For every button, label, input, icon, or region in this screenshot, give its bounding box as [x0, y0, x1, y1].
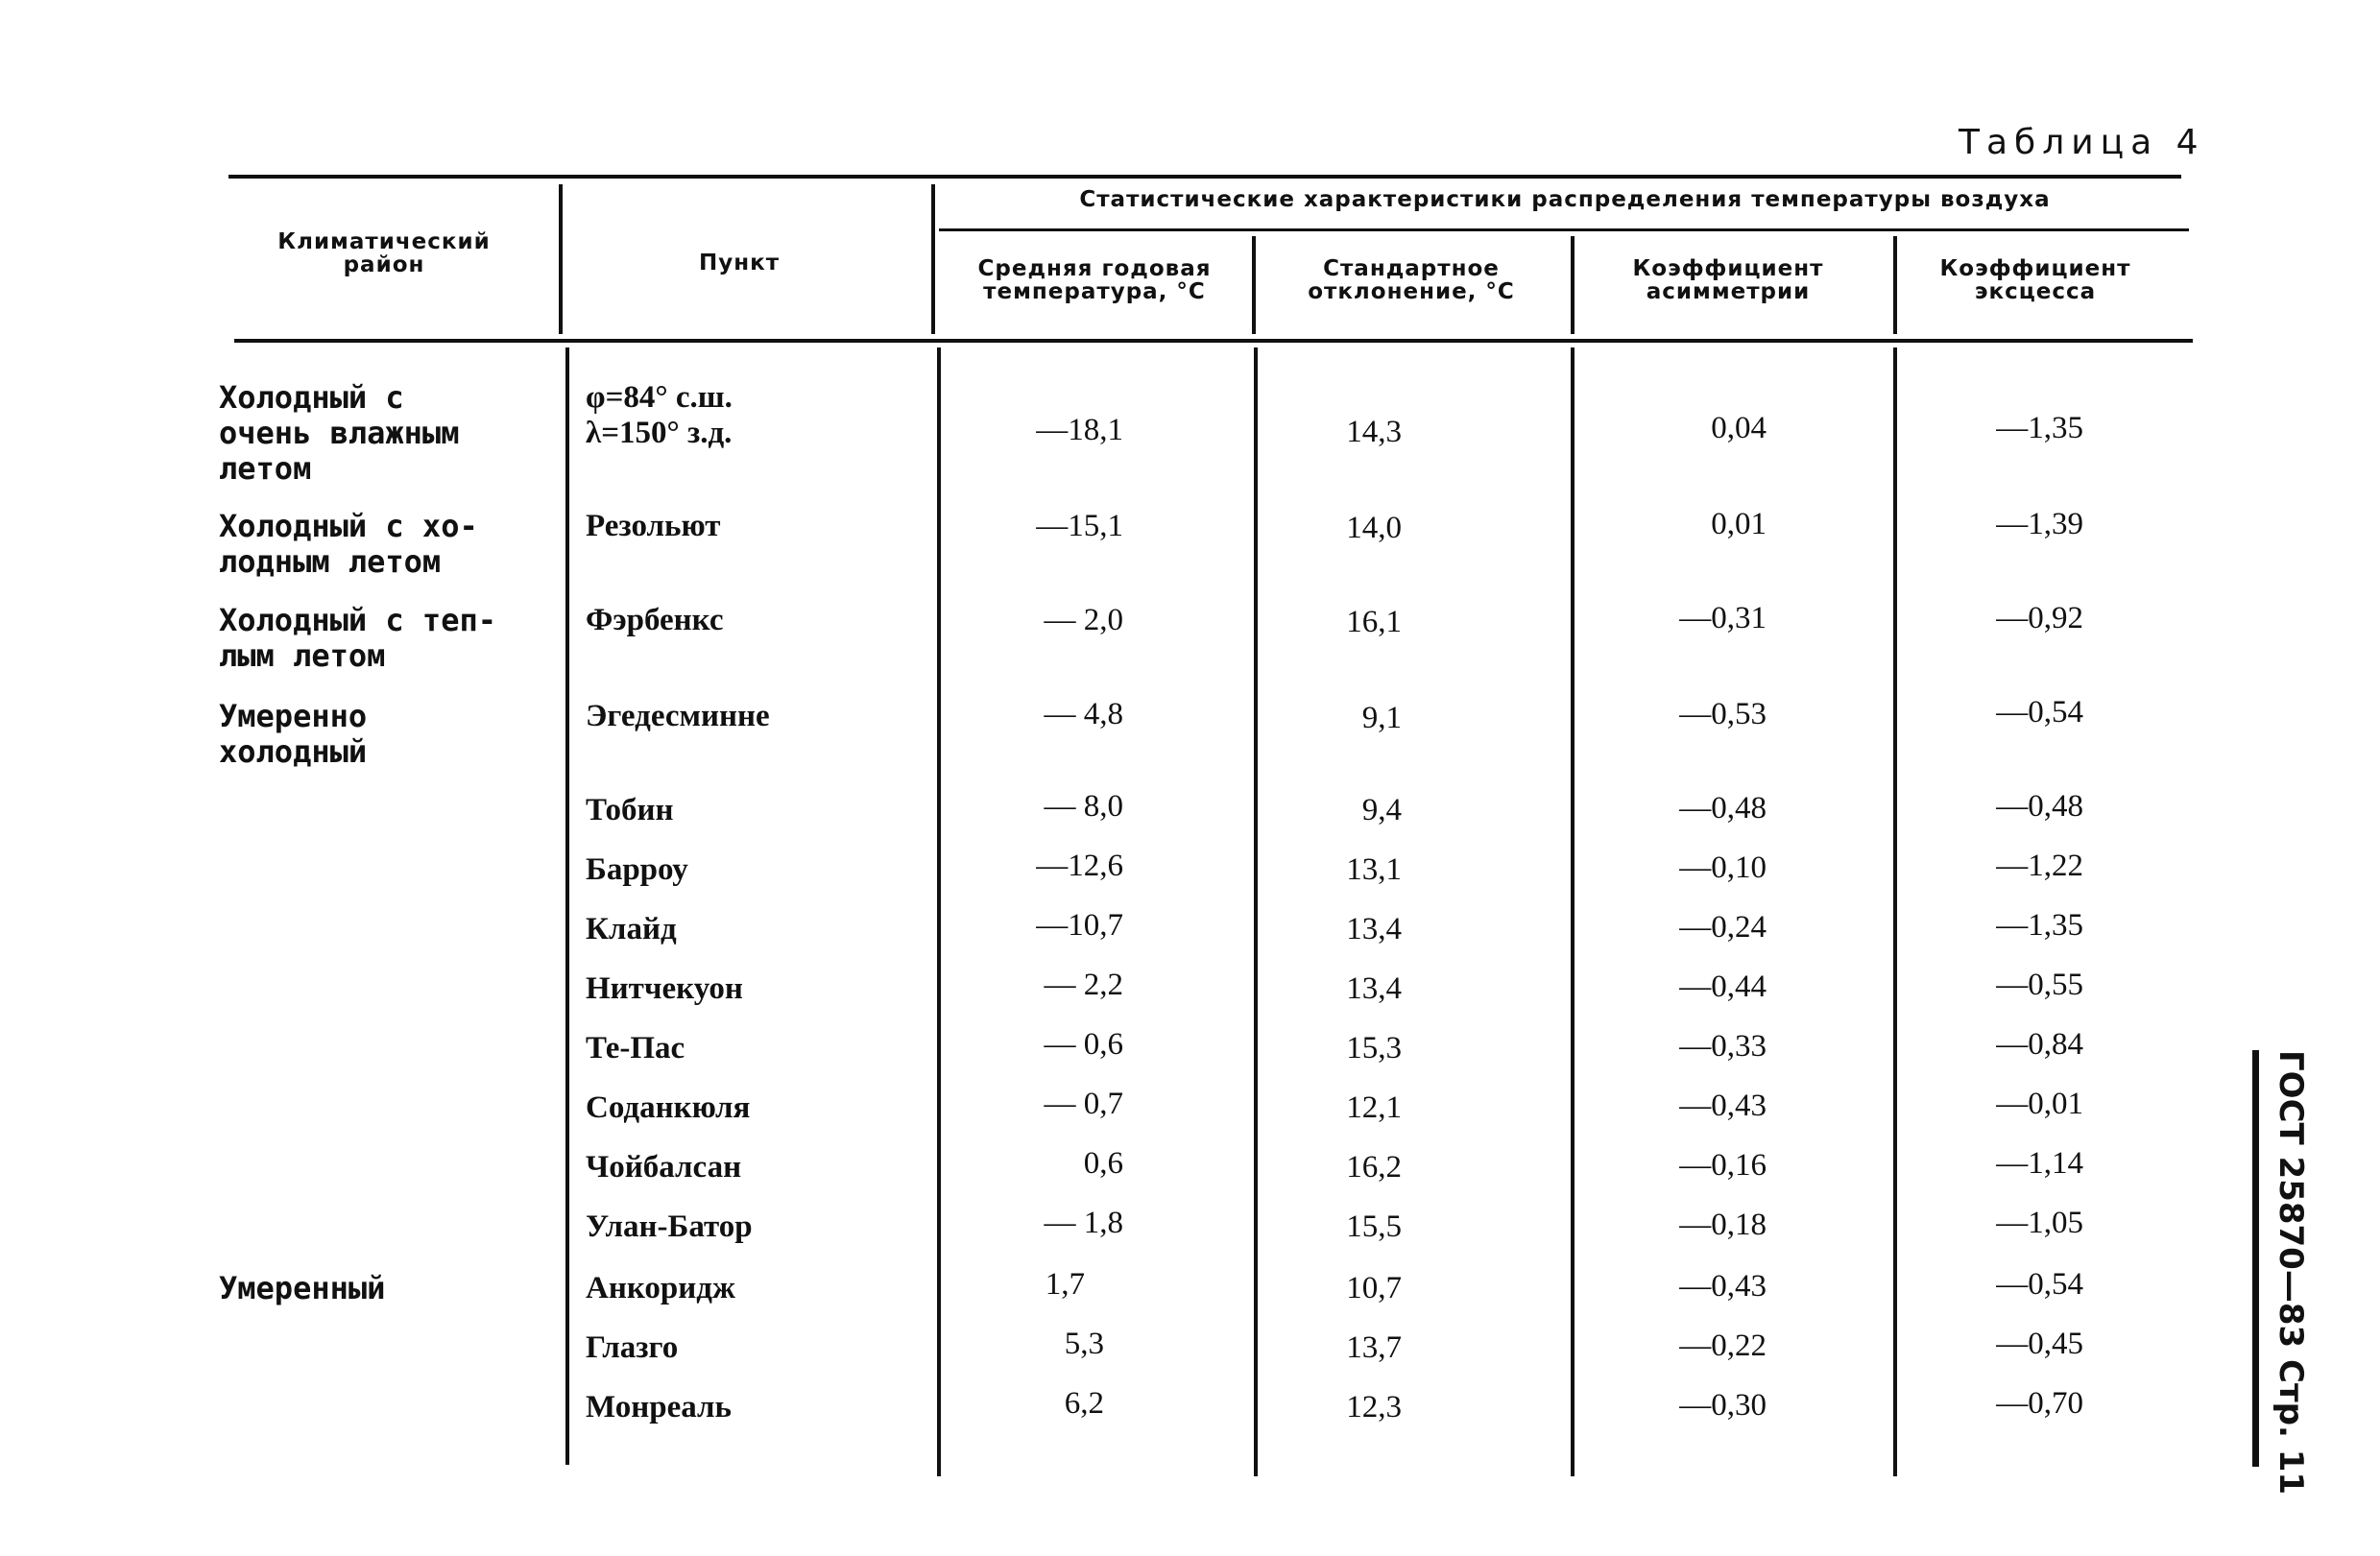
mean-cell: 5,3 — [1064, 1327, 1104, 1361]
std-cell: 12,3 — [1346, 1390, 1402, 1424]
header-skew — [1594, 257, 1863, 303]
kurt-cell: —0,48 — [1996, 789, 2083, 824]
std-cell: 12,1 — [1346, 1090, 1402, 1125]
skew-cell: —0,10 — [1679, 850, 1767, 885]
mean-cell: — 2,2 — [1044, 968, 1123, 1002]
std-cell: 13,1 — [1346, 852, 1402, 887]
header-mean — [960, 257, 1229, 303]
header-divider-std — [1571, 236, 1575, 334]
std-cell: 13,4 — [1346, 912, 1402, 946]
kurt-cell: —0,70 — [1996, 1386, 2083, 1421]
mean-cell: 1,7 — [1045, 1267, 1085, 1302]
kurt-cell: —0,54 — [1996, 695, 2083, 730]
skew-cell: —0,48 — [1679, 791, 1767, 826]
header-divider-skew — [1893, 236, 1897, 334]
header-std-label: Стандартное отклонение, °C — [1308, 256, 1515, 304]
skew-cell: —0,16 — [1679, 1148, 1767, 1183]
place-cell: Клайд — [586, 912, 677, 946]
mean-cell: — 1,8 — [1044, 1206, 1123, 1240]
region-line: Умеренно — [219, 698, 368, 734]
region-line: Умеренный — [219, 1270, 386, 1306]
region-cell — [219, 1271, 385, 1306]
header-std — [1267, 257, 1555, 303]
mean-cell: —10,7 — [1036, 908, 1123, 943]
skew-cell: —0,22 — [1679, 1329, 1767, 1363]
std-cell: 15,3 — [1346, 1031, 1402, 1065]
std-cell: 14,3 — [1346, 415, 1402, 449]
place-cell: Резольют — [586, 509, 721, 543]
skew-cell: —0,18 — [1679, 1208, 1767, 1242]
region-line: лым летом — [219, 637, 386, 674]
std-cell: 16,2 — [1346, 1150, 1402, 1185]
skew-cell: 0,01 — [1711, 507, 1767, 541]
mean-cell: —15,1 — [1036, 509, 1123, 543]
place-cell: Монреаль — [586, 1390, 732, 1424]
kurt-cell: —1,05 — [1996, 1206, 2083, 1240]
kurt-cell: —0,45 — [1996, 1327, 2083, 1361]
group-header-rule — [939, 228, 2189, 231]
skew-cell: —0,44 — [1679, 970, 1767, 1004]
region-line: летом — [219, 450, 312, 487]
std-cell: 13,4 — [1346, 971, 1402, 1006]
skew-cell: —0,24 — [1679, 910, 1767, 945]
place-cell: Нитчекуон — [586, 971, 743, 1006]
skew-cell: —0,33 — [1679, 1029, 1767, 1064]
mean-cell: — 0,6 — [1044, 1027, 1123, 1062]
place-cell: Эгедесминне — [586, 699, 770, 733]
std-cell: 15,5 — [1346, 1209, 1402, 1244]
skew-cell: —0,43 — [1679, 1089, 1767, 1123]
skew-cell: —0,30 — [1679, 1388, 1767, 1423]
top-rule — [228, 175, 2181, 179]
mean-cell: — 4,8 — [1044, 697, 1123, 731]
mean-cell: — 8,0 — [1044, 789, 1123, 824]
mean-cell: 0,6 — [1083, 1146, 1123, 1181]
region-cell — [219, 380, 459, 487]
header-divider-mean — [1252, 236, 1256, 334]
region-line: Холодный с теп- — [219, 602, 496, 638]
skew-cell: —0,43 — [1679, 1269, 1767, 1304]
region-cell — [219, 699, 367, 770]
region-line: лодным летом — [219, 543, 442, 580]
place-cell — [586, 380, 733, 451]
header-bottom-rule — [234, 339, 2193, 343]
body-divider-skew — [1893, 347, 1897, 1476]
skew-cell: 0,04 — [1711, 411, 1767, 445]
side-caption — [2252, 1050, 2320, 1496]
place-cell: Те-Пас — [586, 1031, 685, 1065]
header-divider-place — [931, 184, 935, 334]
kurt-cell: —0,54 — [1996, 1267, 2083, 1302]
body-divider-mean — [1254, 347, 1258, 1476]
place-cell: Глазго — [586, 1330, 679, 1365]
table-title: Таблица 4 — [1959, 123, 2205, 162]
header-kurt — [1911, 257, 2160, 303]
std-cell: 13,7 — [1346, 1330, 1402, 1365]
region-cell — [219, 509, 478, 580]
kurt-cell: —0,84 — [1996, 1027, 2083, 1062]
kurt-cell: —1,35 — [1996, 411, 2083, 445]
region-line: Холодный с — [219, 379, 404, 416]
kurt-cell: —1,22 — [1996, 849, 2083, 883]
region-line: очень влажным — [219, 415, 460, 451]
region-line: Холодный с хо- — [219, 508, 478, 544]
region-line: холодный — [219, 733, 368, 770]
body-divider-place — [937, 347, 941, 1476]
region-cell — [219, 603, 496, 674]
side-caption-bar — [2252, 1050, 2259, 1467]
kurt-cell: —1,39 — [1996, 507, 2083, 541]
skew-cell: —0,31 — [1679, 601, 1767, 635]
kurt-cell: —0,55 — [1996, 968, 2083, 1002]
mean-cell: — 2,0 — [1044, 603, 1123, 637]
kurt-cell: —0,01 — [1996, 1087, 2083, 1121]
place-cell: Фэрбенкс — [586, 603, 724, 637]
side-caption-text: ГОСТ 25870—83 Стр. 11 — [2272, 1050, 2310, 1496]
body-divider-region — [565, 347, 569, 1465]
kurt-cell: —1,35 — [1996, 908, 2083, 943]
mean-cell: — 0,7 — [1044, 1087, 1123, 1121]
header-kurt-label: Коэффициент эксцесса — [1939, 256, 2131, 304]
skew-cell: —0,53 — [1679, 697, 1767, 731]
place-cell: Барроу — [586, 852, 688, 887]
header-region-label: Климатический район — [277, 229, 491, 277]
std-cell: 14,0 — [1346, 511, 1402, 545]
header-place-label: Пункт — [698, 251, 781, 275]
std-cell: 9,4 — [1361, 793, 1402, 827]
header-group — [960, 188, 2170, 211]
std-cell: 9,1 — [1361, 701, 1402, 735]
std-cell: 10,7 — [1346, 1271, 1402, 1305]
place-cell: Соданкюля — [586, 1090, 751, 1125]
header-mean-label: Средняя годовая температура, °C — [977, 256, 1212, 304]
kurt-cell: —0,92 — [1996, 601, 2083, 635]
body-divider-std — [1571, 347, 1575, 1476]
header-divider-region — [559, 184, 563, 334]
mean-cell: —12,6 — [1036, 849, 1123, 883]
mean-cell: 6,2 — [1064, 1386, 1104, 1421]
place-cell: Анкоридж — [586, 1271, 735, 1305]
place-cell: Тобин — [586, 793, 674, 827]
header-place — [614, 251, 864, 275]
place-cell: Чойбалсан — [586, 1150, 742, 1185]
header-group-label: Статистические характеристики распределения температуры воздуха — [1079, 187, 2051, 212]
header-region — [240, 230, 528, 276]
place-line: λ=150° з.д. — [586, 416, 733, 450]
place-line: φ=84° с.ш. — [586, 380, 733, 415]
std-cell: 16,1 — [1346, 605, 1402, 639]
mean-cell: —18,1 — [1036, 413, 1123, 447]
kurt-cell: —1,14 — [1996, 1146, 2083, 1181]
place-cell: Улан-Батор — [586, 1209, 753, 1244]
header-skew-label: Коэффициент асимметрии — [1632, 256, 1824, 304]
